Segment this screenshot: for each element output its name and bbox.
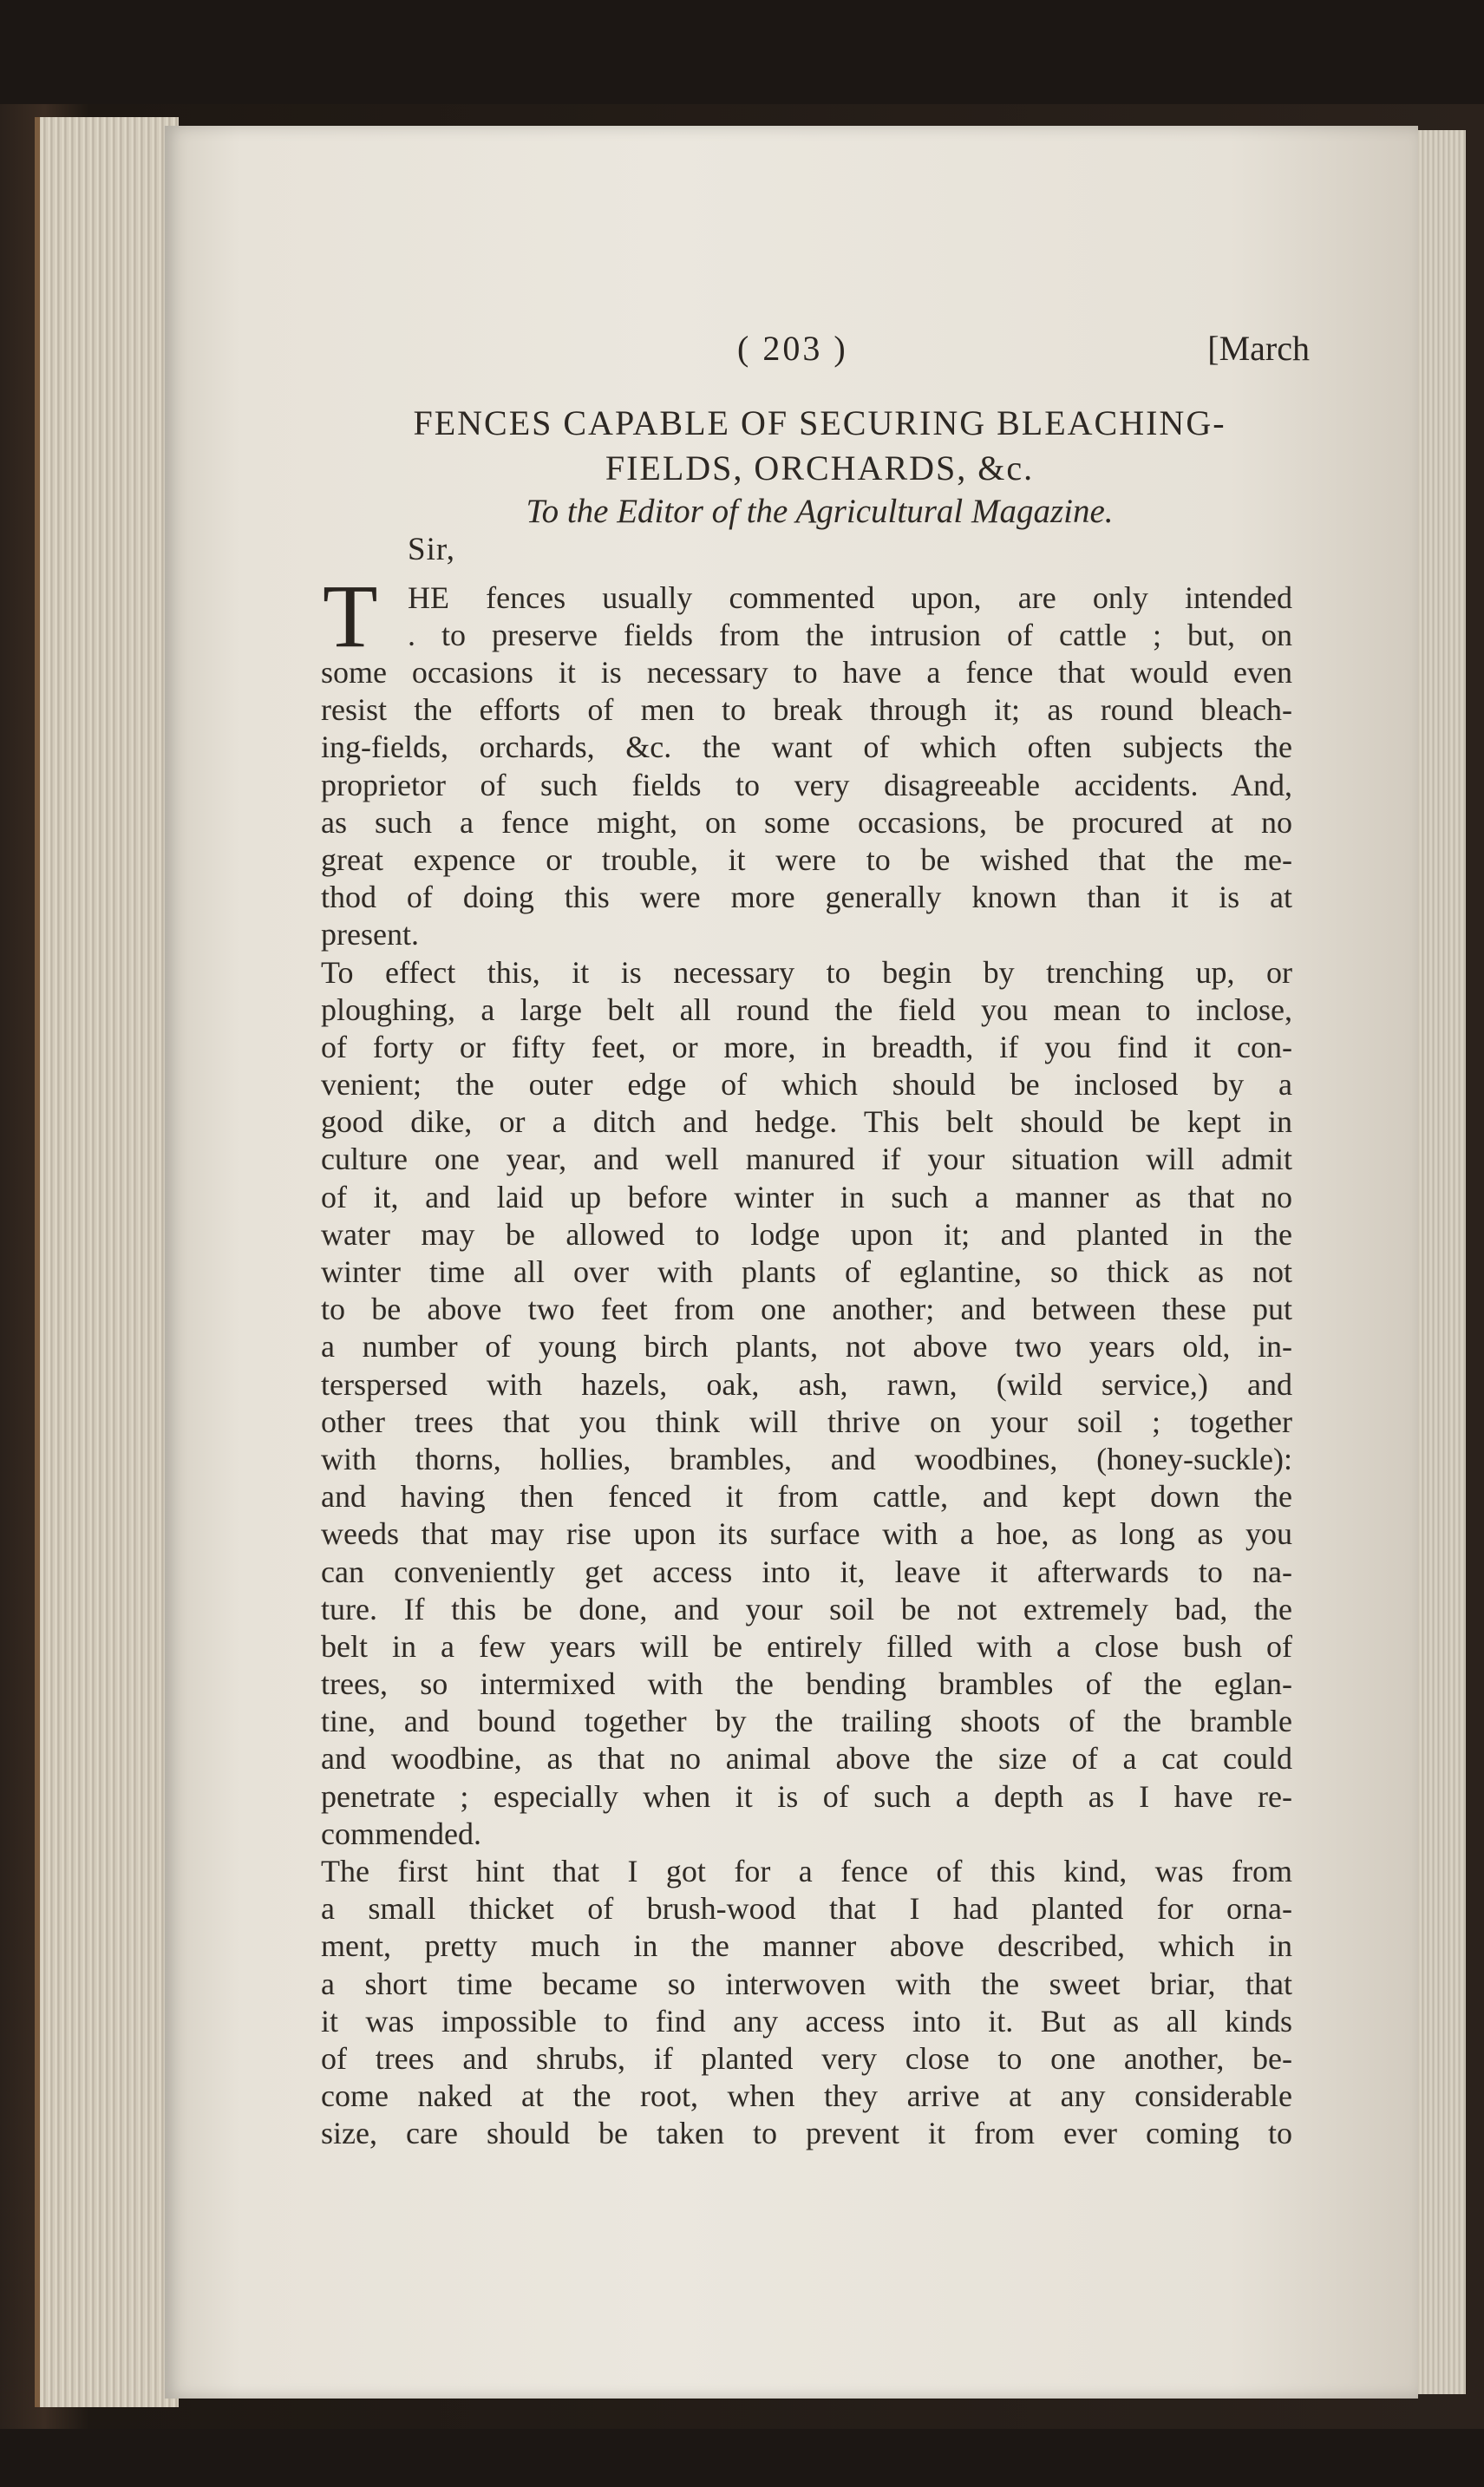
text-line: a number of young birch plants, not above two years old, in- xyxy=(321,1329,1292,1365)
text-line: with thorns, hollies, brambles, and woodbines, (honey-suckle): xyxy=(321,1441,1292,1476)
text-line: The first hint that I got for a fence of this kind, was from xyxy=(321,1854,1292,1888)
text-line: as such a fence might, on some occasions, be procured at no xyxy=(321,804,1292,840)
page-edge-right xyxy=(1418,130,1466,2394)
running-head: [March xyxy=(1207,329,1310,368)
drop-cap: T xyxy=(323,566,378,666)
text-line: to be above two feet from one another; and between these put xyxy=(321,1292,1292,1327)
text-line: of trees and shrubs, if planted very close to one another, be- xyxy=(321,2040,1292,2076)
article-title xyxy=(330,401,1310,491)
text-line: . to preserve fields from the intrusion of cattle ; but, on xyxy=(408,618,1292,653)
text-line: venient; the outer edge of which should be inclosed by a xyxy=(321,1067,1292,1103)
text-line: can conveniently get access into it, leave it afterwards to na- xyxy=(321,1554,1292,1589)
text-line: penetrate ; especially when it is of such a depth as I have re- xyxy=(321,1778,1292,1814)
text-line: a short time became so interwoven with the sweet briar, that xyxy=(321,1966,1292,2001)
title-line-1: FENCES CAPABLE OF SECURING BLEACHING- xyxy=(413,403,1226,442)
text-line: belt in a few years will be entirely filled with a close bush of xyxy=(321,1628,1292,1664)
text-line: a small thicket of brush-wood that I had planted for orna- xyxy=(321,1891,1292,1927)
page-header xyxy=(312,328,1310,380)
text-line: present. xyxy=(321,917,419,952)
text-line: To effect this, it is necessary to begin by trenching up, or xyxy=(321,954,1292,990)
text-line: ing-fields, orchards, &c. the want of which often subjects the xyxy=(321,730,1292,765)
text-line: resist the efforts of men to break through it; as round bleach- xyxy=(321,692,1292,728)
text-line: water may be allowed to lodge upon it; and planted in the xyxy=(321,1216,1292,1252)
text-line: ment, pretty much in the manner above described, which in xyxy=(321,1928,1292,1964)
text-line: and having then fenced it from cattle, and kept down the xyxy=(321,1479,1292,1515)
first-lines xyxy=(408,579,1292,654)
text-line: winter time all over with plants of eglantine, so thick as not xyxy=(321,1254,1292,1289)
text-line: and woodbine, as that no animal above the size of a cat could xyxy=(321,1741,1292,1777)
text-line: tine, and bound together by the trailing shoots of the bramble xyxy=(321,1704,1292,1739)
text-line: culture one year, and well manured if your situation will admit xyxy=(321,1142,1292,1177)
text-line: commended. xyxy=(321,1816,481,1851)
text-line: good dike, or a ditch and hedge. This belt should be kept in xyxy=(321,1104,1292,1140)
page-edge-left xyxy=(35,117,179,2407)
text-line: it was impossible to find any access into it. But as all kinds xyxy=(321,2003,1292,2039)
text-line: come naked at the root, when they arrive at any considerable xyxy=(321,2078,1292,2114)
text-line: ture. If this be done, and your soil be not extremely bad, the xyxy=(321,1591,1292,1626)
title-line-2: FIELDS, ORCHARDS, &c. xyxy=(605,448,1035,488)
text-line: proprietor of such fields to very disagreeable accidents. And, xyxy=(321,767,1292,802)
text-line: of forty or fifty feet, or more, in breadth, if you find it con- xyxy=(321,1029,1292,1064)
article-body xyxy=(321,654,1292,2153)
text-line: size, care should be taken to prevent it from ever coming to xyxy=(321,2116,1292,2151)
text-line: weeds that may rise upon its surface with a hoe, as long as you xyxy=(321,1516,1292,1552)
text-line: of it, and laid up before winter in such a manner as that no xyxy=(321,1179,1292,1214)
text-line: HE fences usually commented upon, are only intended xyxy=(408,580,1292,615)
text-line: great expence or trouble, it were to be wished that the me- xyxy=(321,841,1292,877)
text-line: thod of doing this were more generally known than it is at xyxy=(321,880,1292,915)
salutation: Sir, xyxy=(408,532,455,567)
article-subtitle: To the Editor of the Agricultural Magazine. xyxy=(526,493,1114,530)
text-line: trees, so intermixed with the bending brambles of the eglan- xyxy=(321,1666,1292,1702)
text-line: some occasions it is necessary to have a fence that would even xyxy=(321,655,1292,690)
page-number: ( 203 ) xyxy=(737,329,848,368)
text-line: terspersed with hazels, oak, ash, rawn, (wild service,) and xyxy=(321,1366,1292,1402)
text-line: ploughing, a large belt all round the field you mean to inclose, xyxy=(321,992,1292,1027)
text-line: other trees that you think will thrive on your soil ; together xyxy=(321,1404,1292,1439)
